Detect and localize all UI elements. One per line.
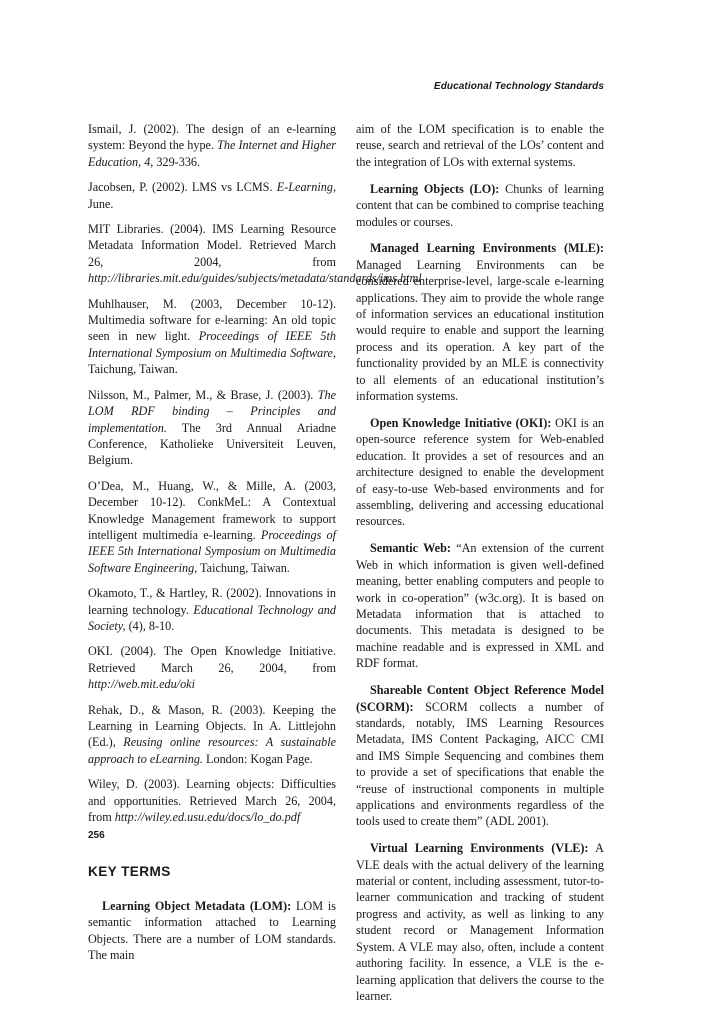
left-column xyxy=(88,121,422,973)
reference-entry: Nilsson, M., Palmer, M., & Brase, J. (2003). The LOM RDF binding – Principles and implementation. The 3rd Annual Ariadne Conference, Katholieke Universiteit Leuven, Belgium. xyxy=(88,387,336,468)
key-terms-heading: KEY TERMS xyxy=(88,864,171,880)
reference-entry: Muhlhauser, M. (2003, December 10-12). Multimedia software for e-learning: An old topic seen in new light. Proceedings of IEEE 5th International Symposium on Multimedia Software, Taichung, Taiwan. xyxy=(88,296,336,377)
reference-entry: Wiley, D. (2003). Learning objects: Difficulties and opportunities. Retrieved March 26, 2004, from http://wiley.ed.usu.edu/docs/lo_do.pdf xyxy=(88,777,336,825)
reference-entry: Ismail, J. (2002). The design of an e-learning system: Beyond the hype. The Internet and Higher Education, 4, 329-336. xyxy=(88,122,336,169)
key-term-lom: Learning Object Metadata (LOM): LOM is semantic information attached to Learning Objects. There are a number of LOM standards. The main xyxy=(88,898,336,963)
right-column xyxy=(356,121,604,1015)
reference-entry: Jacobsen, P. (2002). LMS vs LCMS. E-Learning, June. xyxy=(88,180,336,211)
key-term-oki: Open Knowledge Initiative (OKI): OKI is an open-source reference system for Web-enabled education. It provides a set of resources and an architecture designed to enable the development of easy-to-use Web-based environments and for assembling, delivering and accessing educational resources. xyxy=(356,416,604,529)
running-header: Educational Technology Standards xyxy=(433,81,604,92)
reference-entry: O’Dea, M., Huang, W., & Mille, A. (2003, December 10-12). ConkMeL: A Contextual Knowledge Management framework to support intelligent multimedia e-learning. Proceedings of IEEE 5th International Symposium on Multimedia Software Engineering, Taichung, Taiwan. xyxy=(88,478,337,575)
key-term-scorm: Shareable Content Object Reference Model (SCORM): SCORM collects a number of standards, notably, IMS Learning Resources Metadata, IMS Content Packaging, AICC CMI and IMS Simple Sequencing and combines them to provide a set of specifications that enable the “reuse of instructional components in multiple applications and environments regardless of the tools used to create them” (ADL 2001). xyxy=(356,683,604,829)
reference-entry: MIT Libraries. (2004). IMS Learning Resource Metadata Information Model. Retrieved March 26, 2004, from http://libraries.mit.edu/guides/subjects/metadata/standards/ims.html xyxy=(88,222,422,286)
reference-entry: Rehak, D., & Mason, R. (2003). Keeping the Learning in Learning Objects. In A. Littlejohn (Ed.), Reusing online resources: A sustainable approach to eLearning. London: Kogan Page. xyxy=(88,702,337,766)
page-number: 256 xyxy=(88,830,105,841)
reference-entry: OKI. (2004). The Open Knowledge Initiative. Retrieved March 26, 2004, from http://web.mit.edu/oki xyxy=(88,644,336,692)
key-term-lo: Learning Objects (LO): Chunks of learning content that can be combined to comprise teaching modules or courses. xyxy=(356,181,604,229)
reference-entry: Okamoto, T., & Hartley, R. (2002). Innovations in learning technology. Educational Technology and Society, (4), 8-10. xyxy=(88,586,336,633)
key-term-lom-continued: aim of the LOM specification is to enable the reuse, search and retrieval of the LOs’ content and the integration of LOs with external systems. xyxy=(356,122,604,169)
key-term-vle: Virtual Learning Environments (VLE): A VLE deals with the actual delivery of the learning material or content, including assessment, tutor-to-learner communication and tracking of student progress and activity, as well as linking to any student record or Management Information System. A VLE may also, often, include a content authoring facility. In essence, a VLE is the e-learning application that delivers the course to the learner. xyxy=(356,841,604,1003)
references-list xyxy=(88,121,422,825)
key-term-mle: Managed Learning Environments (MLE): Managed Learning Environments can be considered enterprise-level, large-scale e-learning applications. They aim to provide the whole range of information services an educational institution would require to enable and support the learning process and its operation. A key part of the functionality provided by an MLE is connectivity to all elements of an educational institution’s information systems. xyxy=(356,241,604,404)
key-term-semantic-web: Semantic Web: “An extension of the current Web in which information is given well-defined meaning, better enabling computers and people to work in co-operation” (w3c.org). It is based on Metadata information that is attached to documents. This metadata is designed to be machine readable and is expressed in XML and RDF format. xyxy=(356,541,604,671)
